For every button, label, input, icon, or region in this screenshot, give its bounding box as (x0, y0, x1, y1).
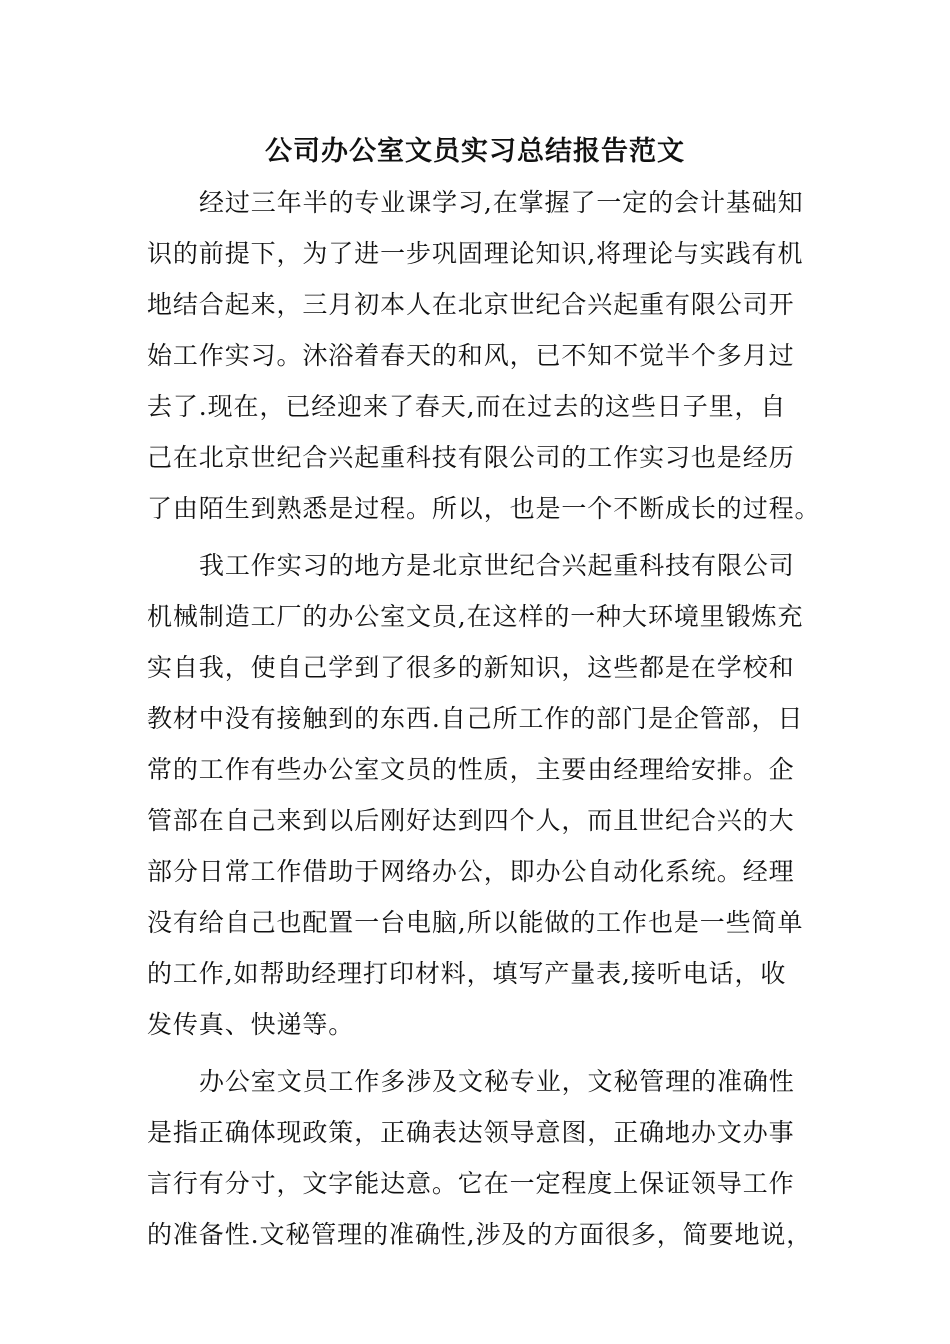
text-line: 办公室文员工作多涉及文秘专业，文秘管理的准确性 (199, 1067, 795, 1096)
text-line: 言行有分寸，文字能达意。它在一定程度上保证领导工作 (147, 1169, 795, 1198)
text-line: 常的工作有些办公室文员的性质，主要由经理给安排。企 (147, 755, 795, 784)
text-line: 实自我，使自己学到了很多的新知识，这些都是在学校和 (147, 653, 795, 682)
text-line: 的准备性.文秘管理的准确性,涉及的方面很多，简要地说， (147, 1220, 813, 1249)
paragraph-1 (147, 177, 827, 534)
text-line: 了由陌生到熟悉是过程。所以，也是一个不断成长的过程。 (147, 494, 821, 523)
text-line: 管部在自己来到以后刚好达到四个人，而且世纪合兴的大 (147, 806, 795, 835)
document-title: 公司办公室文员实习总结报告范文 (265, 136, 685, 167)
text-line: 教材中没有接触到的东西.自己所工作的部门是企管部，日 (147, 704, 804, 733)
document-body (147, 177, 827, 1260)
text-line: 的工作,如帮助经理打印材料，填写产量表,接听电话，收 (147, 959, 787, 988)
text-line: 我工作实习的地方是北京世纪合兴起重科技有限公司 (199, 551, 795, 580)
paragraph-2 (147, 540, 827, 1050)
text-line: 发传真、快递等。 (147, 1010, 355, 1039)
text-line: 地结合起来，三月初本人在北京世纪合兴起重有限公司开 (147, 290, 795, 319)
paragraph-3 (147, 1056, 827, 1260)
text-line: 识的前提下，为了进一步巩固理论知识,将理论与实践有机 (147, 239, 804, 268)
text-line: 去了.现在，已经迎来了春天,而在过去的这些日子里，自 (147, 392, 787, 421)
text-line: 经过三年半的专业课学习,在掌握了一定的会计基础知 (199, 188, 804, 217)
text-line: 机械制造工厂的办公室文员,在这样的一种大环境里锻炼充 (147, 602, 804, 631)
text-line: 没有给自己也配置一台电脑,所以能做的工作也是一些简单 (147, 908, 804, 937)
text-line: 部分日常工作借助于网络办公，即办公自动化系统。经理 (147, 857, 795, 886)
text-line: 始工作实习。沐浴着春天的和风，已不知不觉半个多月过 (147, 341, 795, 370)
text-line: 己在北京世纪合兴起重科技有限公司的工作实习也是经历 (147, 443, 795, 472)
text-line: 是指正确体现政策，正确表达领导意图，正确地办文办事 (147, 1118, 795, 1147)
